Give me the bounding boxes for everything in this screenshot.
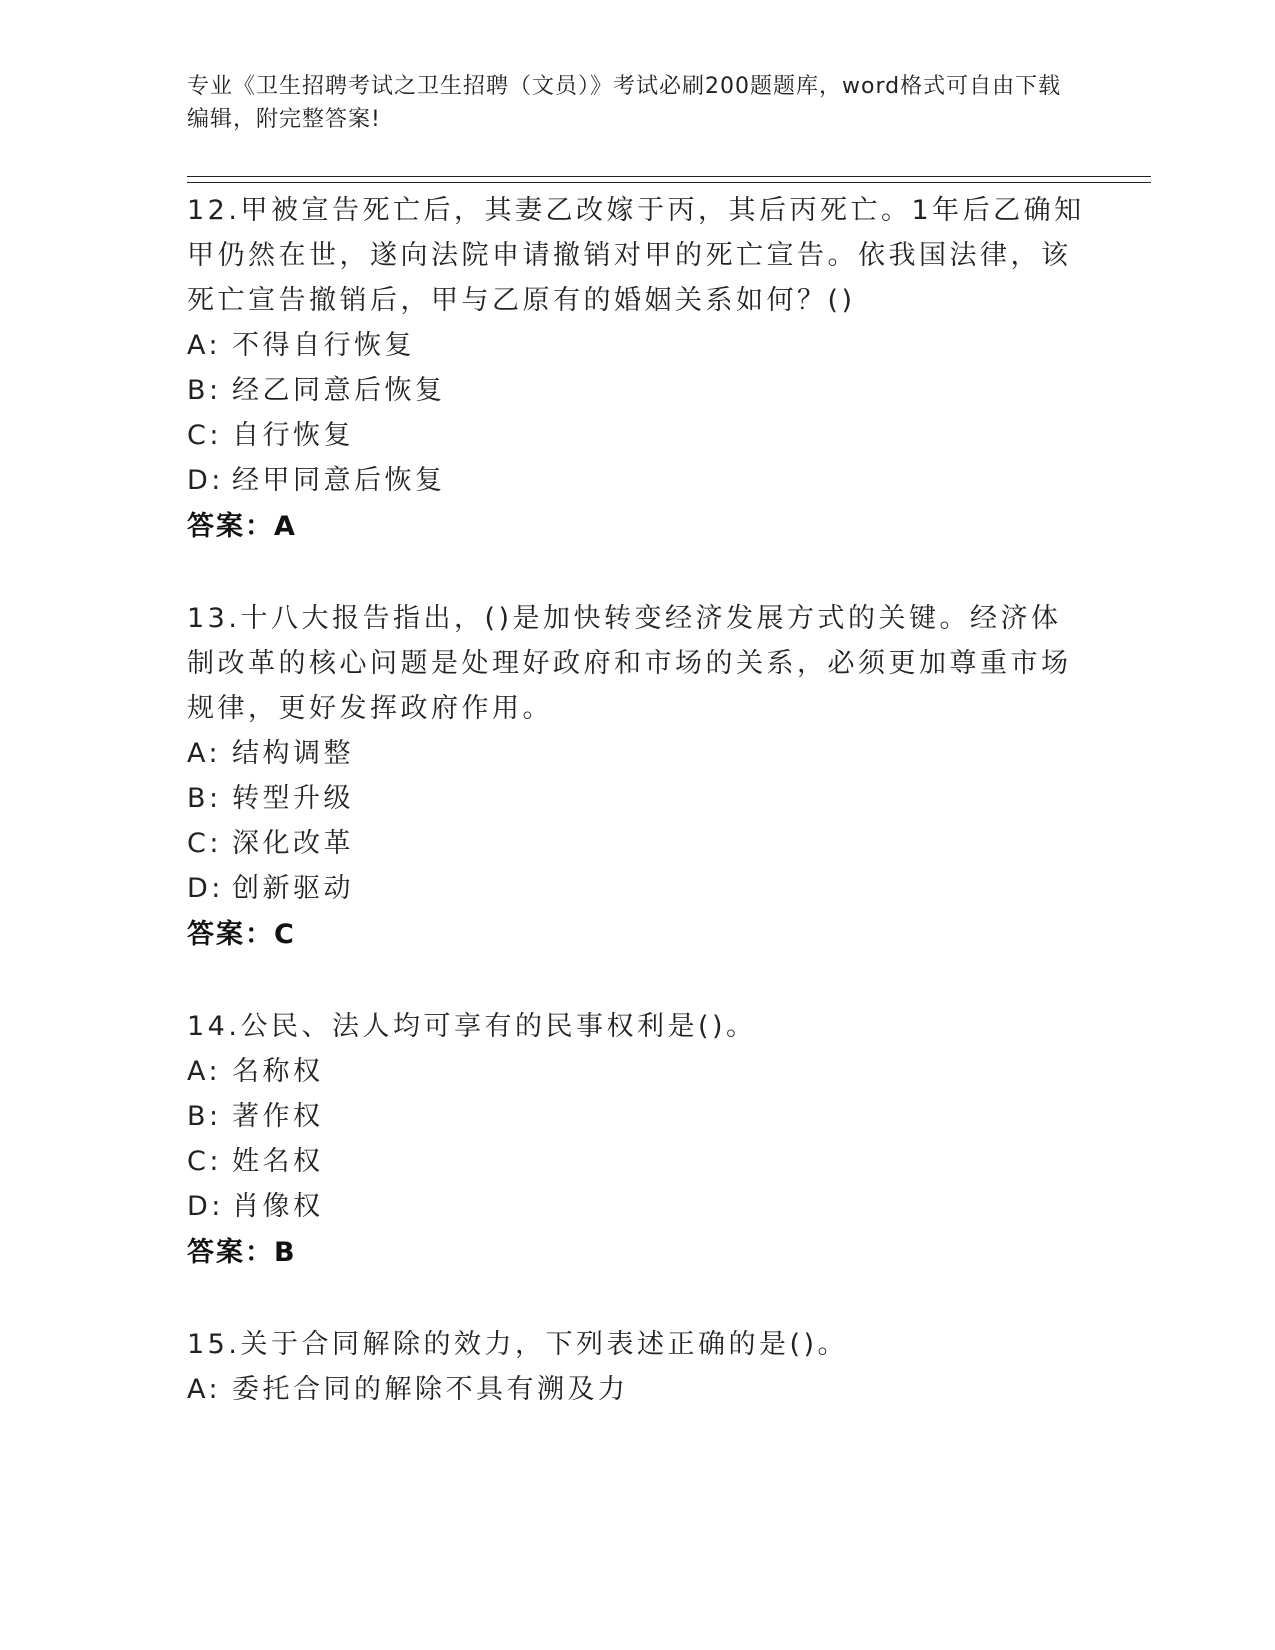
- option-key: A:: [187, 1056, 222, 1087]
- option-text: 委托合同的解除不具有溯及力: [232, 1374, 629, 1405]
- option-a: [187, 1367, 1087, 1412]
- option-text: 名称权: [232, 1056, 324, 1087]
- option-text: 结构调整: [232, 738, 354, 769]
- option-text: 经乙同意后恢复: [232, 375, 446, 406]
- question-14: [187, 1004, 1087, 1277]
- option-a: [187, 731, 1087, 776]
- option-c: [187, 413, 1087, 458]
- option-key: B:: [187, 1101, 222, 1132]
- option-key: B:: [187, 783, 222, 814]
- option-key: A:: [187, 738, 222, 769]
- question-stem: 13.十八大报告指出，()是加快转变经济发展方式的关键。经济体制改革的核心问题是处理好政府和市场的关系，必须更加尊重市场规律，更好发挥政府作用。: [187, 603, 1072, 724]
- option-key: D:: [187, 1191, 224, 1222]
- answer-line: 答案：A: [187, 511, 297, 542]
- question-list: [187, 188, 1087, 1457]
- question-stem: 12.甲被宣告死亡后，其妻乙改嫁于丙，其后丙死亡。1年后乙确知甲仍然在世，遂向法院申请撤销对甲的死亡宣告。依我国法律，该死亡宣告撤销后，甲与乙原有的婚姻关系如何？(): [187, 195, 1085, 316]
- option-key: B:: [187, 375, 222, 406]
- option-d: [187, 458, 1087, 503]
- answer-line: 答案：B: [187, 1237, 297, 1268]
- option-a: [187, 1049, 1087, 1094]
- option-key: C:: [187, 1146, 222, 1177]
- option-key: C:: [187, 420, 222, 451]
- question-13: [187, 596, 1087, 959]
- header-rule-top: [187, 176, 1151, 177]
- option-text: 自行恢复: [232, 420, 354, 451]
- option-c: [187, 821, 1087, 866]
- option-text: 创新驱动: [232, 873, 354, 904]
- option-text: 经甲同意后恢复: [232, 465, 446, 496]
- option-text: 转型升级: [232, 783, 354, 814]
- option-text: 姓名权: [232, 1146, 324, 1177]
- answer-line: 答案：C: [187, 919, 296, 950]
- question-15: [187, 1322, 1087, 1412]
- question-12: [187, 188, 1087, 551]
- option-b: [187, 1094, 1087, 1139]
- option-key: C:: [187, 828, 222, 859]
- option-text: 著作权: [232, 1101, 324, 1132]
- option-b: [187, 368, 1087, 413]
- header-rule-bottom: [187, 182, 1151, 183]
- option-text: 肖像权: [232, 1191, 324, 1222]
- option-key: A:: [187, 330, 222, 361]
- question-stem: 15.关于合同解除的效力，下列表述正确的是()。: [187, 1329, 849, 1360]
- option-key: D:: [187, 465, 224, 496]
- document-header: 专业《卫生招聘考试之卫生招聘（文员）》考试必刷200题题库，word格式可自由下载编辑，附完整答案!: [187, 74, 1062, 132]
- question-stem: 14.公民、法人均可享有的民事权利是()。: [187, 1011, 757, 1042]
- option-key: D:: [187, 873, 224, 904]
- option-b: [187, 776, 1087, 821]
- option-key: A:: [187, 1374, 222, 1405]
- option-d: [187, 1184, 1087, 1229]
- option-c: [187, 1139, 1087, 1184]
- option-text: 深化改革: [232, 828, 354, 859]
- option-a: [187, 323, 1087, 368]
- option-text: 不得自行恢复: [232, 330, 415, 361]
- option-d: [187, 866, 1087, 911]
